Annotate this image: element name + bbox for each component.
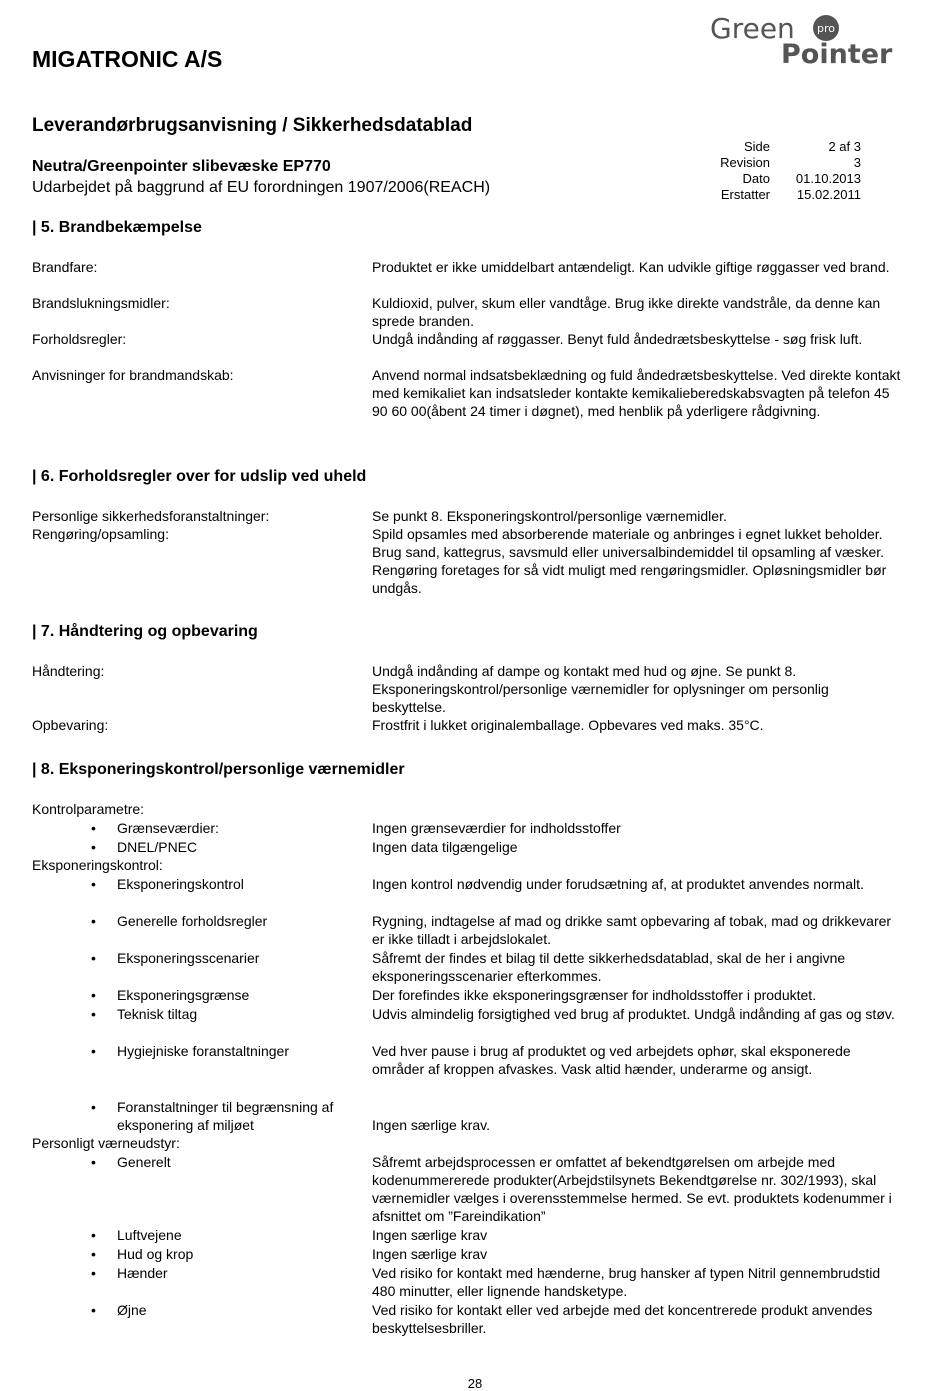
regulation-basis: Udarbejdet på baggrund af EU forordningen 1907/2006(REACH) (32, 179, 491, 196)
bullet-icon: • (91, 950, 96, 966)
row-value: Frostfrit i lukket originalemballage. Opbevares ved maks. 35°C. (372, 717, 764, 733)
item-value: Ved risiko for kontakt eller ved arbejde med det koncentrerede produkt anvendes beskyttelsesbriller. (372, 1302, 873, 1336)
bullet-icon: • (91, 876, 96, 892)
item-label: Hygiejniske foranstaltninger (117, 1043, 289, 1059)
item-value: Ved risiko for kontakt med hænderne, brug hansker af typen Nitril gennembrudstid 480 minutter, eller lignende handsketype. (372, 1265, 881, 1299)
bullet-icon: • (91, 913, 96, 929)
meta-value: 01.10.2013 (795, 171, 861, 186)
bullet-icon: • (91, 839, 96, 855)
item-value: Der forefindes ikke eksponeringsgrænser for indholdsstoffer i produktet. (372, 987, 817, 1003)
item-value: Ingen data tilgængelige (372, 839, 518, 855)
item-value: Udvis almindelig forsigtighed ved brug af produktet. Undgå indånding af gas og støv. (372, 1006, 895, 1022)
item-label: Eksponeringsscenarier (117, 950, 260, 966)
logo-text-pointer: Pointer (781, 39, 893, 70)
item-value: Ingen særlige krav (372, 1227, 488, 1243)
item-label: Grænseværdier: (117, 820, 219, 836)
meta-value: 2 af 3 (828, 139, 861, 154)
item-label: Eksponeringskontrol (117, 876, 244, 892)
bullet-icon: • (91, 1043, 96, 1059)
meta-row-revision (690, 155, 861, 171)
product-name: Neutra/Greenpointer slibevæske EP770 (32, 158, 331, 175)
company-name: MIGATRONIC A/S (32, 46, 223, 72)
row-label: Personlige sikkerhedsforanstaltninger: (32, 508, 270, 524)
group-label: Kontrolparametre: (32, 801, 145, 817)
bullet-icon: • (91, 820, 96, 836)
item-label: Generelt (117, 1154, 171, 1170)
item-value: Ingen grænseværdier for indholdsstoffer (372, 820, 621, 836)
item-label: Luftvejene (117, 1227, 182, 1243)
row-value: Produktet er ikke umiddelbart antændeligt. Kan udvikle giftige røggasser ved brand. (372, 259, 890, 275)
group-label: Eksponeringskontrol: (32, 857, 163, 873)
group-label: Personligt værneudstyr: (32, 1135, 180, 1151)
meta-label: Erstatter (720, 187, 770, 202)
row-label: Rengøring/opsamling: (32, 526, 169, 542)
item-value: Ved hver pause i brug af produktet og ved arbejdets ophør, skal eksponerede områder af kroppen afvaskes. Vask altid hænder, underarme og ansigt. (372, 1043, 851, 1077)
meta-label: Side (743, 139, 770, 154)
item-value: Såfremt der findes et bilag til dette sikkerhedsdatablad, skal de her i angivne eksponeringsscenarier efterkommes. (372, 950, 846, 984)
document-title: Leverandørbrugsanvisning / Sikkerhedsdatablad (32, 115, 473, 136)
greenpointer-logo (708, 8, 898, 72)
item-value: Ingen særlige krav (372, 1246, 488, 1262)
section-5-heading: | 5. Brandbekæmpelse (32, 219, 202, 236)
bullet-icon: • (91, 1265, 96, 1281)
section-8-heading: | 8. Eksponeringskontrol/personlige værnemidler (32, 761, 405, 778)
row-value: Kuldioxid, pulver, skum eller vandtåge. Brug ikke direkte vandstråle, da denne kan sprede branden. (372, 295, 881, 329)
row-label: Forholdsregler: (32, 331, 127, 347)
bullet-icon: • (91, 1099, 96, 1115)
item-label: Foranstaltninger til begrænsning af eksponering af miljøet (117, 1099, 334, 1133)
section-7-heading: | 7. Håndtering og opbevaring (32, 623, 258, 640)
document-meta (690, 139, 861, 203)
item-label: Teknisk tiltag (117, 1006, 198, 1022)
meta-row-date (690, 171, 861, 187)
row-label: Opbevaring: (32, 717, 109, 733)
item-label: Eksponeringsgrænse (117, 987, 250, 1003)
row-value: Undgå indånding af røggasser. Benyt fuld åndedrætsbeskyttelse - søg frisk luft. (372, 331, 863, 347)
bullet-icon: • (91, 1227, 96, 1243)
logo-text-green: Green (710, 12, 795, 45)
bullet-icon: • (91, 1246, 96, 1262)
item-label: Hud og krop (117, 1246, 194, 1262)
row-label: Anvisninger for brandmandskab: (32, 367, 234, 383)
meta-label: Revision (720, 155, 770, 170)
bullet-icon: • (91, 987, 96, 1003)
item-label: Øjne (117, 1302, 147, 1318)
meta-row-side (690, 139, 861, 155)
row-value: Spild opsamles med absorberende materiale og anbringes i egnet lukket beholder. Brug sand, kattegrus, savsmuld eller universalbindemiddel til opsamling af væsker. Rengøring foretages for så vidt muligt med rengøringsmidler. Opløsningsmidler bør undgås. (372, 526, 887, 596)
row-value: Undgå indånding af dampe og kontakt med hud og øjne. Se punkt 8. Eksponeringskontrol/personlige værnemidler for oplysninger om personlig beskyttelse. (372, 663, 829, 715)
row-label: Brandslukningsmidler: (32, 295, 170, 311)
meta-label: Dato (742, 171, 770, 186)
item-label: DNEL/PNEC (117, 839, 198, 855)
meta-value: 15.02.2011 (796, 187, 861, 202)
row-label: Håndtering: (32, 663, 105, 679)
item-value: Såfremt arbejdsprocessen er omfattet af bekendtgørelsen om arbejde med kodenummererede produkter(Arbejdstilsynets Bekendtgørelse nr. 302/1993), skal værnemidler vælges i overensstemmelse hermed. Se evt. produktets kodenummer i afsnittet om ”Fareindikation” (372, 1154, 892, 1224)
row-value: Anvend normal indsatsbeklædning og fuld åndedrætsbeskyttelse. Ved direkte kontakt med kemikaliet kan indsatsleder kontakte kemikalieberedskabsvagten på telefon 45 90 60 00(åbent 24 timer i døgnet), med henblik på yderligere rådgivning. (372, 367, 901, 419)
section-6-heading: | 6. Forholdsregler over for udslip ved uheld (32, 468, 367, 485)
item-label: Hænder (117, 1265, 168, 1281)
logo-badge-text: pro (817, 22, 835, 35)
meta-row-replaces (690, 187, 861, 203)
meta-value: 3 (853, 155, 861, 170)
page-number: 28 (467, 1376, 483, 1391)
item-label: Generelle forholdsregler (117, 913, 268, 929)
item-value: Ingen særlige krav. (372, 1117, 491, 1133)
bullet-icon: • (91, 1154, 96, 1170)
bullet-icon: • (91, 1302, 96, 1318)
item-value: Ingen kontrol nødvendig under forudsætning af, at produktet anvendes normalt. (372, 876, 864, 892)
item-value: Rygning, indtagelse af mad og drikke samt opbevaring af tobak, mad og drikkevarer er ikke tilladt i arbejdslokalet. (372, 913, 892, 947)
row-value: Se punkt 8. Eksponeringskontrol/personlige værnemidler. (372, 508, 727, 524)
row-label: Brandfare: (32, 259, 98, 275)
bullet-icon: • (91, 1006, 96, 1022)
